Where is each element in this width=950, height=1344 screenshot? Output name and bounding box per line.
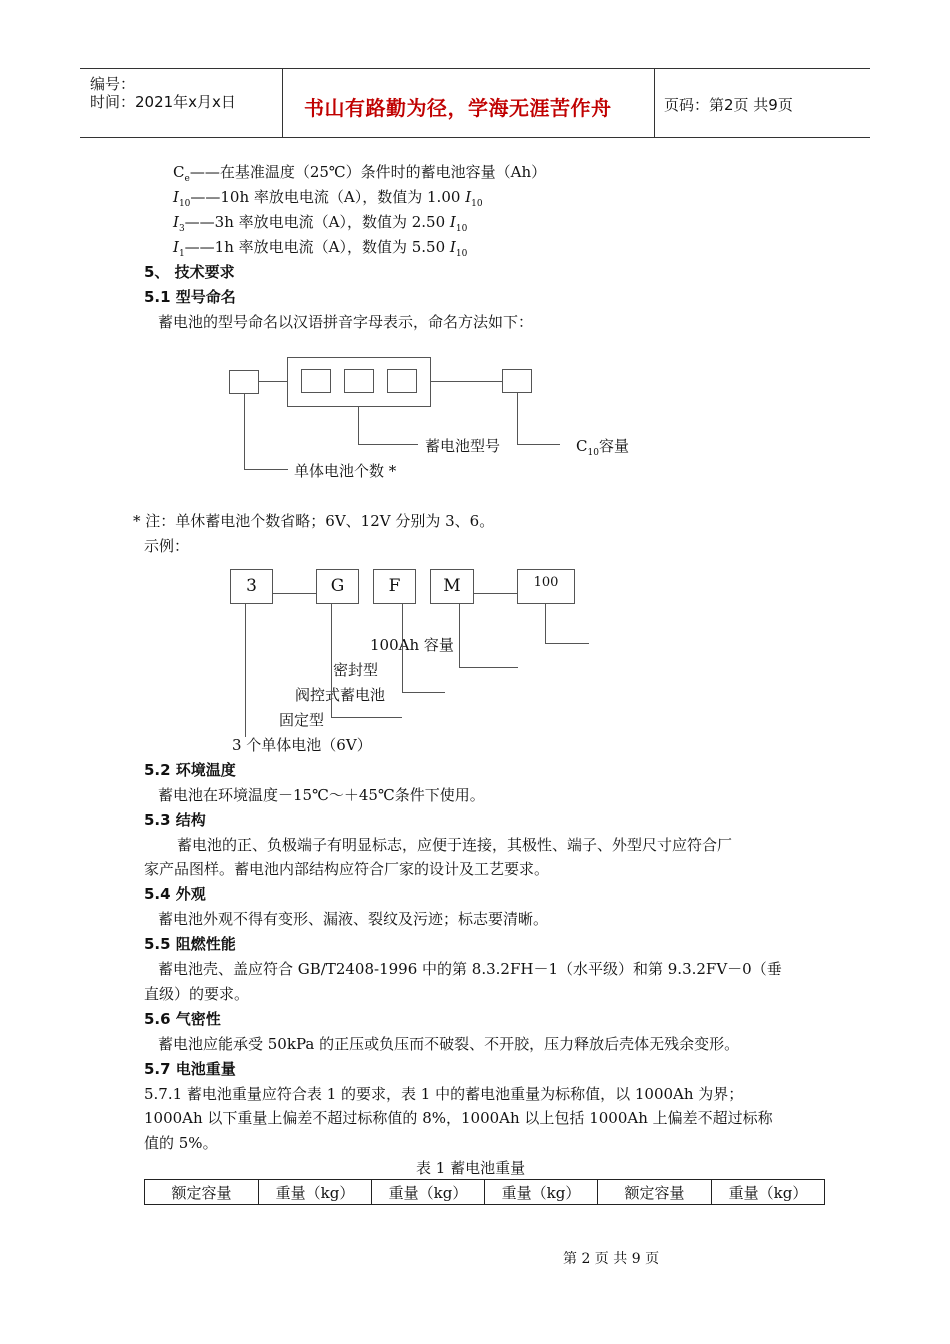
number-label: 编号： — [90, 75, 136, 93]
section-5-2-text: 蓄电池在环境温度－15℃～＋45℃条件下使用。 — [158, 786, 485, 804]
section-5-1-text: 蓄电池的型号命名以汉语拼音字母表示，命名方法如下： — [158, 313, 534, 331]
page-label: 页码：第2页 共9页 — [664, 96, 793, 114]
diagram2-line — [545, 643, 589, 644]
diagram1-line — [358, 444, 418, 445]
diagram1-line — [431, 381, 502, 382]
section-5-6-text: 蓄电池应能承受 50kPa 的正压或负压而不破裂、不开胶，压力释放后壳体无残余变形。 — [158, 1035, 740, 1053]
header-meta-cell — [80, 69, 283, 137]
diagram2-line — [331, 717, 402, 718]
section-5-3-title: 5.3 结构 — [144, 811, 206, 829]
diagram2-line — [245, 604, 246, 737]
diagram2-line — [402, 604, 403, 692]
table-header-cell: 重量（kg） — [259, 1180, 372, 1205]
diagram2-label-capacity: 100Ah 容量 — [370, 636, 454, 654]
diagram2-label-sealed: 密封型 — [333, 661, 379, 679]
page-header — [80, 68, 870, 138]
section-5-3-line1: 蓄电池的正、负极端子有明显标志，应便于连接，其极性、端子、外型尺寸应符合厂 — [177, 836, 733, 854]
battery-weight-table — [144, 1179, 825, 1205]
diagram1-line — [358, 407, 359, 444]
diagram1-box-b — [344, 369, 374, 393]
diagram2-box-m: M — [430, 569, 474, 604]
def-i10: $I_{10}——10h$ 率放电电流（A），数值为 1.00 $I_{10}$ — [173, 188, 483, 209]
diagram1-line — [517, 393, 518, 444]
table-header-cell: 重量（kg） — [372, 1180, 485, 1205]
table-header-cell: 额定容量 — [598, 1180, 712, 1205]
header-page-cell — [654, 69, 870, 137]
diagram2-line — [459, 604, 460, 667]
diagram1-box-c — [387, 369, 417, 393]
note: * 注：单休蓄电池个数省略；6V、12V 分别为 3、6。 — [133, 512, 495, 530]
diagram2-box-g: G — [316, 569, 359, 604]
diagram1-label-count: 单体电池个数 * — [294, 462, 397, 480]
table-caption: 表 1 蓄电池重量 — [416, 1159, 526, 1177]
diagram2-box-f: F — [373, 569, 416, 604]
diagram1-line — [259, 381, 288, 382]
section-5-3-line2: 家产品图样。蓄电池内部结构应符合厂家的设计及工艺要求。 — [144, 860, 550, 878]
header-motto-cell — [282, 69, 655, 137]
diagram2-label-cells: 3 个单体电池（6V） — [232, 736, 372, 754]
section-5-5-line2: 直级）的要求。 — [144, 985, 250, 1003]
section-5-1-title: 5.1 型号命名 — [144, 288, 236, 306]
section-5-7-title: 5.7 电池重量 — [144, 1060, 236, 1078]
table-header-row — [145, 1180, 825, 1205]
section-5-6-title: 5.6 气密性 — [144, 1010, 221, 1028]
diagram1-line — [244, 394, 245, 469]
def-ce: $C_e——$在基准温度（25℃）条件时的蓄电池容量（Ah） — [173, 163, 547, 184]
table-header-cell: 重量（kg） — [485, 1180, 598, 1205]
def-i3: $I_3——3h$ 率放电电流（A），数值为 2.50 $I_{10}$ — [173, 213, 468, 234]
motto: 书山有路勤为径，学海无涯苦作舟 — [304, 96, 612, 120]
diagram1-line — [244, 469, 288, 470]
diagram2-line — [545, 604, 546, 643]
section-5-title: 5、 技术要求 — [144, 263, 235, 281]
diagram2-line — [474, 593, 518, 594]
example-label: 示例： — [144, 537, 190, 555]
section-5-4-text: 蓄电池外观不得有变形、漏液、裂纹及污迹；标志要清晰。 — [158, 910, 549, 928]
time-label: 时间：2021年x月x日 — [90, 93, 236, 111]
section-5-5-title: 5.5 阻燃性能 — [144, 935, 236, 953]
page-footer: 第 2 页 共 9 页 — [563, 1251, 660, 1267]
diagram2-label-valve: 阀控式蓄电池 — [295, 686, 386, 704]
diagram1-box-a — [301, 369, 331, 393]
diagram2-label-fixed: 固定型 — [279, 711, 325, 729]
diagram1-line — [517, 444, 560, 445]
diagram2-line — [273, 593, 317, 594]
section-5-5-line1: 蓄电池壳、盖应符合 GB/T2408-1996 中的第 8.3.2FH－1（水平级）和第 9.3.2FV－0（垂 — [158, 960, 782, 978]
section-5-2-title: 5.2 环境温度 — [144, 761, 236, 779]
diagram2-line — [402, 692, 445, 693]
diagram2-line — [459, 667, 518, 668]
diagram2-box-3: 3 — [230, 569, 273, 604]
diagram1-label-capacity: $C_{10}$容量 — [576, 437, 629, 458]
section-5-7-1-line1: 5.7.1 蓄电池重量应符合表 1 的要求，表 1 中的蓄电池重量为标称值，以 1000Ah 为界； — [144, 1085, 744, 1103]
diagram1-box-count — [229, 370, 259, 394]
section-5-7-1-line2: 1000Ah 以下重量上偏差不超过标称值的 8%，1000Ah 以上包括 1000Ah 上偏差不超过标称 — [144, 1109, 773, 1127]
diagram1-box-capacity — [502, 369, 532, 393]
table-header-cell: 额定容量 — [145, 1180, 259, 1205]
def-i1: $I_1——1h$ 率放电电流（A），数值为 5.50 $I_{10}$ — [173, 238, 468, 259]
diagram2-box-100: 100 — [517, 569, 575, 604]
section-5-7-1-line3: 值的 5%。 — [144, 1134, 218, 1152]
section-5-4-title: 5.4 外观 — [144, 885, 206, 903]
diagram1-label-type: 蓄电池型号 — [425, 437, 501, 455]
diagram2-line — [331, 604, 332, 717]
table-header-cell: 重量（kg） — [712, 1180, 825, 1205]
